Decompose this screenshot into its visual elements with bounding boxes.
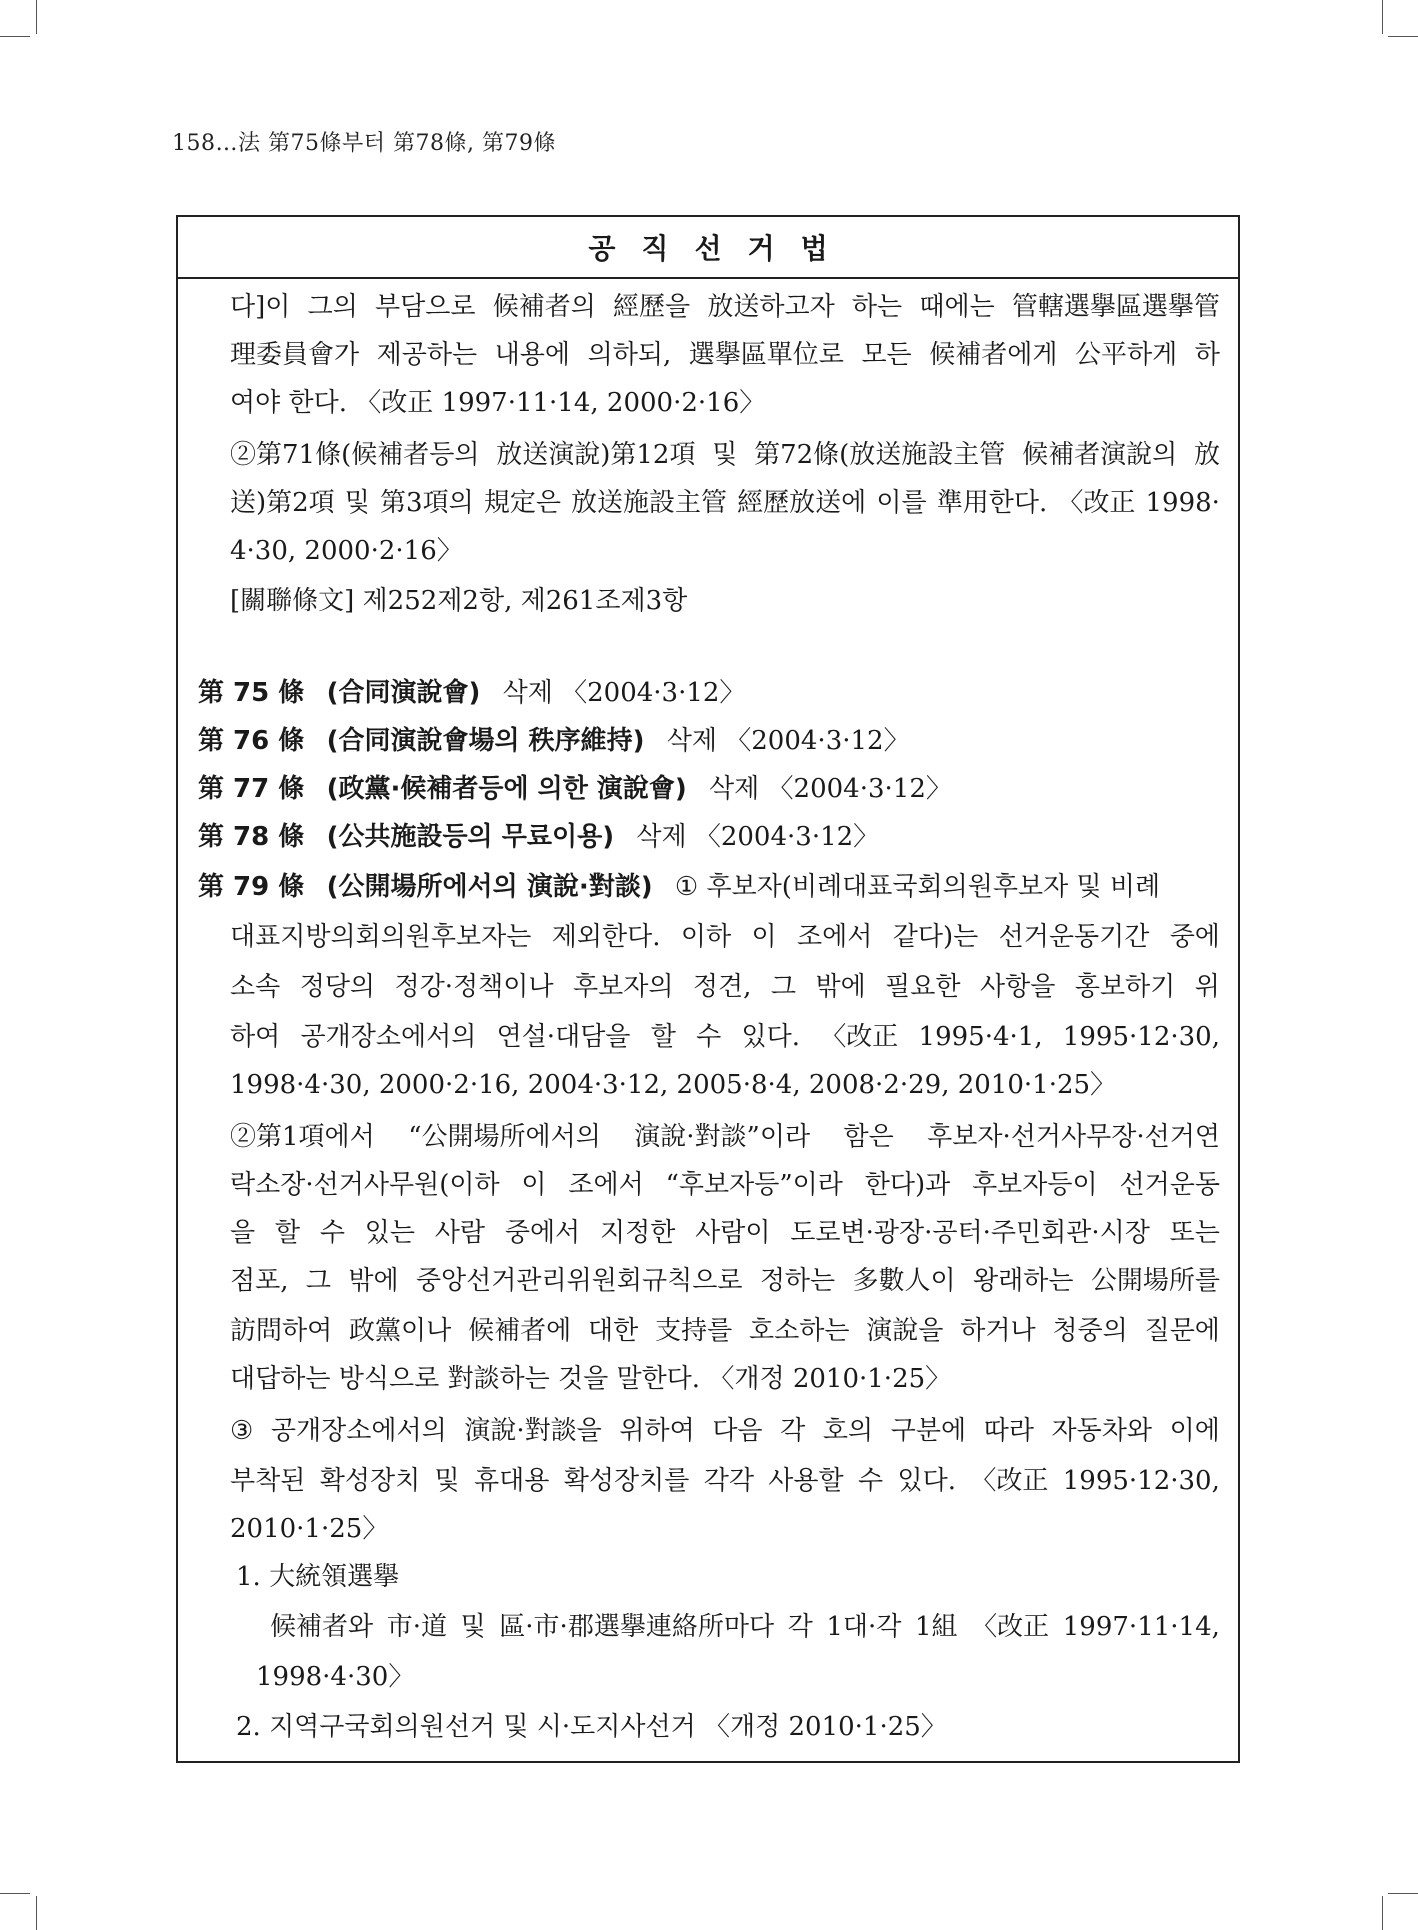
word: 多數人이 bbox=[852, 1266, 956, 1296]
text-line bbox=[230, 1407, 1220, 1455]
word: 정하는 bbox=[759, 1266, 836, 1296]
word: 公平하게 bbox=[1075, 340, 1178, 370]
word: 支持를 bbox=[655, 1316, 733, 1346]
word: 演說을 bbox=[866, 1316, 944, 1346]
article-number: 第 79 條 bbox=[198, 872, 305, 902]
word: 같다)는 bbox=[892, 922, 979, 952]
word: 市·道 bbox=[386, 1612, 447, 1642]
word: 第3項의 bbox=[380, 488, 474, 518]
word: 정견, bbox=[692, 972, 752, 1002]
list-item: 1. 大統領選擧 bbox=[236, 1562, 400, 1592]
crop-mark bbox=[36, 1896, 37, 1930]
word: 공개장소에서의 bbox=[300, 1022, 477, 1052]
word: 第72條(放送施設主管 bbox=[754, 440, 1006, 470]
word: 부담으로 bbox=[375, 292, 476, 322]
word: 중에 bbox=[1169, 922, 1220, 952]
word: 자동차와 bbox=[1051, 1416, 1153, 1446]
word: 때에는 bbox=[919, 292, 995, 322]
word: 선거운동기간 bbox=[998, 922, 1150, 952]
word: 위 bbox=[1194, 972, 1220, 1002]
word: 부착된 bbox=[230, 1466, 306, 1496]
word: 理委員會가 bbox=[230, 340, 360, 370]
word: 候補者에게 bbox=[929, 340, 1058, 370]
word: 함은 bbox=[843, 1122, 894, 1152]
word: 지정한 bbox=[599, 1218, 676, 1248]
word: 및 bbox=[712, 440, 738, 470]
word: 한다)과 bbox=[864, 1170, 951, 1200]
word: 청중의 bbox=[1052, 1316, 1128, 1346]
word: 1997·11·14, bbox=[1062, 1612, 1220, 1642]
word: “후보자등”이라 bbox=[665, 1170, 843, 1200]
text-line: 2010·1·25〉 bbox=[230, 1514, 389, 1544]
article-79 bbox=[198, 863, 1160, 911]
word: 밖에 bbox=[815, 972, 866, 1002]
word: 정당의 bbox=[299, 972, 376, 1002]
word: 호소하는 bbox=[749, 1316, 850, 1346]
text-line: 1998·4·30〉 bbox=[256, 1662, 415, 1692]
word: 1998· bbox=[1145, 488, 1220, 518]
word: 이 bbox=[751, 922, 777, 952]
word: 중앙선거관리위원회규칙으로 bbox=[415, 1266, 743, 1296]
article-note: ① 후보자(비례대표국회의원후보자 및 비례 bbox=[674, 872, 1161, 902]
word: ③ bbox=[230, 1416, 254, 1446]
word: 제공하는 bbox=[376, 340, 478, 370]
text-line bbox=[230, 963, 1220, 1011]
word: 위하여 bbox=[619, 1416, 695, 1446]
word: 의하되, bbox=[587, 340, 672, 370]
word: 대한 bbox=[588, 1316, 639, 1346]
word: 候補者의 bbox=[492, 292, 596, 322]
word: 휴대용 bbox=[474, 1466, 550, 1496]
word: 락소장·선거사무원(이하 bbox=[230, 1170, 500, 1200]
crop-mark bbox=[1388, 36, 1418, 37]
word: 제외한다. bbox=[551, 922, 661, 952]
word: 1대·각 bbox=[826, 1612, 902, 1642]
crop-mark bbox=[1382, 0, 1383, 34]
word: 放送施設主管 bbox=[571, 488, 728, 518]
word: 1995·4·1, bbox=[918, 1022, 1043, 1052]
word: 수 bbox=[319, 1218, 345, 1248]
word: 그 bbox=[770, 972, 796, 1002]
word: 放 bbox=[1193, 440, 1220, 470]
word: 이를 bbox=[876, 488, 927, 518]
text-line bbox=[230, 1209, 1220, 1257]
word: 〈改正 bbox=[971, 1612, 1050, 1642]
word: 사람이 bbox=[695, 1218, 771, 1248]
word: 대표지방의회의원후보자는 bbox=[230, 922, 532, 952]
word: 중에서 bbox=[504, 1218, 581, 1248]
word: ②第1項에서 bbox=[230, 1122, 375, 1152]
word: 각각 bbox=[703, 1466, 754, 1496]
word: 〈改正 bbox=[970, 1466, 1049, 1496]
article-note: 삭제 〈2004·3·12〉 bbox=[502, 678, 746, 708]
text-line bbox=[230, 1257, 1220, 1305]
word: 選擧區單位로 bbox=[688, 340, 844, 370]
word: 政黨이나 bbox=[349, 1316, 452, 1346]
text-line bbox=[270, 1603, 1220, 1651]
word: 왕래하는 bbox=[973, 1266, 1074, 1296]
word: 공개장소에서의 bbox=[270, 1416, 447, 1446]
crop-mark bbox=[0, 1893, 30, 1894]
word: 經歷放送에 bbox=[737, 488, 867, 518]
text-line bbox=[230, 283, 1220, 331]
word: 그 bbox=[305, 1266, 331, 1296]
word: ②第71條(候補者등의 bbox=[230, 440, 480, 470]
text-line bbox=[230, 1161, 1220, 1209]
word: 하거나 bbox=[960, 1316, 1036, 1346]
word: 홍보하기 bbox=[1074, 972, 1176, 1002]
law-content bbox=[178, 279, 1238, 1761]
article-78 bbox=[198, 813, 879, 861]
article-title: (公共施設등의 무료이용) bbox=[326, 822, 615, 852]
word: 사항을 bbox=[980, 972, 1056, 1002]
article-title: (公開場所에서의 演說·對談) bbox=[326, 872, 653, 902]
article-title: (政黨·候補者등에 의한 演說會) bbox=[326, 774, 687, 804]
text-line: 대답하는 방식으로 對談하는 것을 말한다. 〈개정 2010·1·25〉 bbox=[230, 1364, 952, 1394]
word: 후보자의 bbox=[572, 972, 674, 1002]
word: 하여 bbox=[230, 1022, 281, 1052]
word: 規定은 bbox=[483, 488, 561, 518]
article-75 bbox=[198, 669, 745, 717]
word: 候補者와 bbox=[270, 1612, 374, 1642]
law-text-box bbox=[176, 215, 1240, 1763]
word: 을 bbox=[230, 1218, 256, 1248]
word: 있는 bbox=[364, 1218, 415, 1248]
word: 질문에 bbox=[1144, 1316, 1220, 1346]
word: 확성장치를 bbox=[563, 1466, 690, 1496]
word: 放送演說)第12項 bbox=[496, 440, 696, 470]
crop-mark bbox=[0, 36, 30, 37]
word: 점포, bbox=[230, 1266, 289, 1296]
text-line bbox=[230, 331, 1220, 379]
word: 다]이 bbox=[230, 292, 291, 322]
article-number: 第 75 條 bbox=[198, 678, 305, 708]
word: 1995·12·30, bbox=[1062, 1022, 1220, 1052]
text-line bbox=[230, 479, 1220, 527]
word: 이하 bbox=[680, 922, 732, 952]
word: 및 bbox=[460, 1612, 486, 1642]
crop-mark bbox=[1388, 1893, 1418, 1894]
word: 후보자·선거사무장·선거연 bbox=[927, 1122, 1220, 1152]
crop-mark bbox=[36, 0, 37, 34]
word: 또는 bbox=[1169, 1218, 1220, 1248]
word: 演說·對談”이라 bbox=[634, 1122, 811, 1152]
page-header: 158…法 第75條부터 第78條, 第79條 bbox=[172, 131, 556, 156]
text-line: 1998·4·30, 2000·2·16, 2004·3·12, 2005·8·4, 2008·2·29, 2010·1·25〉 bbox=[230, 1070, 1117, 1100]
word: 도로변·광장·공터·주민회관·시장 bbox=[790, 1218, 1150, 1248]
text-line bbox=[230, 431, 1220, 479]
word: 〈改正 bbox=[1057, 488, 1136, 518]
word: 1995·12·30, bbox=[1062, 1466, 1220, 1496]
word: 公開場所를 bbox=[1090, 1266, 1220, 1296]
word: 그의 bbox=[307, 292, 358, 322]
article-title: (合同演說會場의 秩序維持) bbox=[326, 726, 645, 756]
word: 있다. bbox=[741, 1022, 800, 1052]
text-line bbox=[230, 1013, 1220, 1061]
word: 수 bbox=[858, 1466, 884, 1496]
word: 다음 bbox=[712, 1416, 763, 1446]
word: 하는 bbox=[851, 292, 903, 322]
word: 따라 bbox=[983, 1416, 1034, 1446]
word: 사용할 bbox=[768, 1466, 844, 1496]
word: 밖에 bbox=[348, 1266, 399, 1296]
crop-mark bbox=[1382, 1896, 1383, 1930]
word: 經歷을 bbox=[613, 292, 691, 322]
word: 호의 bbox=[822, 1416, 874, 1446]
list-item: 2. 지역구국회의원선거 및 시·도지사선거 〈개정 2010·1·25〉 bbox=[236, 1712, 947, 1742]
text-line bbox=[230, 913, 1220, 961]
word: 후보자등이 bbox=[972, 1170, 1098, 1200]
word: 소속 bbox=[230, 972, 281, 1002]
word: 하 bbox=[1194, 340, 1220, 370]
article-number: 第 77 條 bbox=[198, 774, 305, 804]
word: 訪問하여 bbox=[230, 1316, 333, 1346]
article-note: 삭제 〈2004·3·12〉 bbox=[709, 774, 952, 804]
text-line bbox=[230, 1113, 1220, 1161]
text-line: 4·30, 2000·2·16〉 bbox=[230, 536, 463, 566]
article-note: 삭제 〈2004·3·12〉 bbox=[636, 822, 880, 852]
text-line bbox=[230, 1307, 1220, 1355]
article-77 bbox=[198, 765, 952, 813]
article-title: (合同演說會) bbox=[326, 678, 481, 708]
word: 수 bbox=[696, 1022, 722, 1052]
word: 확성장치 bbox=[319, 1466, 421, 1496]
word: 이 bbox=[521, 1170, 547, 1200]
article-number: 第 76 條 bbox=[198, 726, 305, 756]
word: 및 bbox=[344, 488, 370, 518]
word: 1組 bbox=[915, 1612, 958, 1642]
word: 내용에 bbox=[494, 340, 571, 370]
word: 각 bbox=[787, 1612, 813, 1642]
article-76 bbox=[198, 717, 910, 765]
word: 準用한다. bbox=[936, 488, 1048, 518]
word: 연설·대담을 bbox=[496, 1022, 631, 1052]
word: 할 bbox=[650, 1022, 676, 1052]
text-line: 여야 한다. 〈改正 1997·11·14, 2000·2·16〉 bbox=[230, 388, 766, 418]
word: 區·市·郡選擧連絡所마다 bbox=[499, 1612, 775, 1642]
word: 候補者演說의 bbox=[1022, 440, 1178, 470]
word: 및 bbox=[434, 1466, 460, 1496]
word: 放送하고자 bbox=[707, 292, 835, 322]
box-title: 공직선거법 bbox=[178, 217, 1238, 279]
word: 演說·對談을 bbox=[464, 1416, 602, 1446]
word: 정강·정책이나 bbox=[394, 972, 554, 1002]
text-line bbox=[230, 1457, 1220, 1505]
word: 〈改正 bbox=[820, 1022, 899, 1052]
word: 모든 bbox=[861, 340, 912, 370]
word: 필요한 bbox=[885, 972, 961, 1002]
word: 사람 bbox=[434, 1218, 486, 1248]
word: 送)第2項 bbox=[230, 488, 335, 518]
word: 각 bbox=[780, 1416, 806, 1446]
word: 구분에 bbox=[890, 1416, 967, 1446]
word: 할 bbox=[274, 1218, 301, 1248]
word: 候補者에 bbox=[468, 1316, 572, 1346]
word: 선거운동 bbox=[1119, 1170, 1220, 1200]
word: “公開場所에서의 bbox=[408, 1122, 601, 1152]
article-note: 삭제 〈2004·3·12〉 bbox=[666, 726, 910, 756]
word: 조에서 bbox=[568, 1170, 644, 1200]
article-number: 第 78 條 bbox=[198, 822, 305, 852]
related-articles: [關聯條文] 제252제2항, 제261조제3항 bbox=[230, 586, 688, 616]
word: 조에서 bbox=[797, 922, 873, 952]
word: 管轄選擧區選擧管 bbox=[1011, 292, 1220, 322]
word: 이에 bbox=[1169, 1416, 1220, 1446]
word: 있다. bbox=[897, 1466, 956, 1496]
